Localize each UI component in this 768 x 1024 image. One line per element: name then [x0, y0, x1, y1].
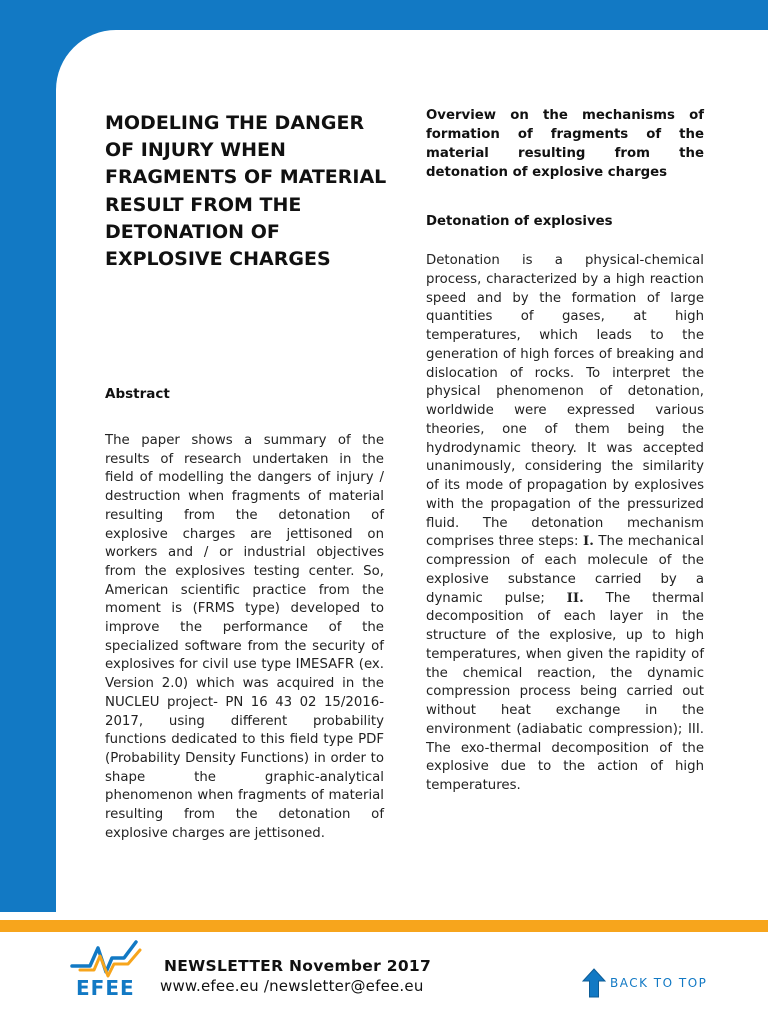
back-to-top-label[interactable]: BACK TO TOP — [610, 976, 708, 990]
efee-logo-text: EFEE — [76, 976, 135, 1000]
footer-divider — [0, 920, 768, 932]
article-title: MODELING THE DANGER OF INJURY WHEN FRAGMENTS OF MATERIAL RESULT FROM THE DETONATION OF EXPLOSIVE CHARGES — [105, 112, 387, 271]
abstract-body: The paper shows a summary of the results of research undertaken in the field of modelling the dangers of injury / destruction when fragments of material resulting from the detonation of explosive charges are jettisoned on workers and / or industrial objectives from the explosives testing center. So, American scientific practice from the moment is (FRMS type) developed to improve the performance of the specialized software from the security of explosives for civil use type IMESAFR (ex. Version 2.0) which was acquired in the NUCLEU project- PN 16 43 02 15/2016- 2017, using different probability functions dedicated to this field type PDF (Probability Density Functions) in order to shape the graphic-analytical phenomenon when fragments of material resulting from the detonation of explosive charges are jettisoned. — [105, 433, 384, 841]
step-1-marker: I. — [583, 534, 594, 550]
newsletter-title: NEWSLETTER November 2017 — [164, 957, 432, 975]
up-arrow-icon — [582, 967, 606, 999]
step-2-marker: II. — [566, 590, 584, 606]
detonation-text-part2: The mechanical compression of each molecule of the explosive substance carried by a dynamic pulse; — [426, 534, 704, 606]
detonation-heading: Detonation of explosives — [426, 214, 613, 229]
detonation-body — [426, 252, 704, 796]
back-to-top-link[interactable] — [582, 966, 707, 1000]
overview-heading: Overview on the mechanisms of formation of fragments of the material resulting from the detonation of explosive charges — [426, 108, 704, 180]
website-email: www.efee.eu /newsletter@efee.eu — [160, 977, 424, 995]
detonation-text-part3: The thermal decomposition of each layer in the structure of the explosive, up to high temperatures, when given the rapidity of the chemical reaction, the dynamic compression process being carried out without heat exchange in the environment (adiabatic compression); III. The exo-thermal decomposition of the explosive due to the action of high temperatures. — [426, 590, 704, 793]
detonation-text-part1: Detonation is a physical-chemical process, characterized by a high reaction speed and by the formation of large quantities of gases, at high temperatures, which leads to the generation of high forces of breaking and dislocation of rocks. To interpret the physical phenomenon of detonation, worldwide were expressed various theories, one of them being the hydrodynamic theory. It was accepted unanimously, considering the similarity of its mode of propagation by explosives with the propagation of the pressurized fluid. The detonation mechanism comprises three steps: — [426, 253, 704, 550]
abstract-heading: Abstract — [105, 386, 170, 402]
